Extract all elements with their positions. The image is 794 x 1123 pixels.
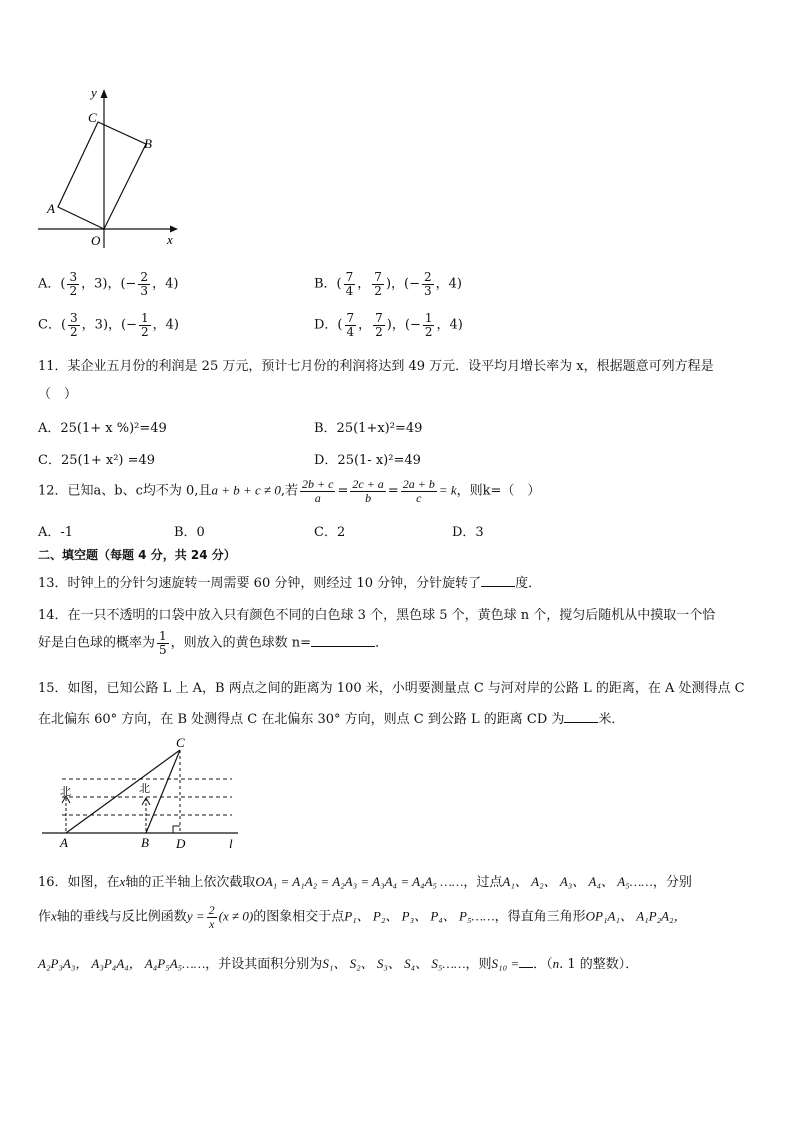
q16-stem-line1: 16．如图，在x轴的正半轴上依次截取OA₁ = A₁A₂ = A₂A₃ = A₃A₄ = A₄A₅ ……，过点A₁、 A₂、 A₃、 A₄、 A₅……，分别: [38, 874, 692, 890]
q14-stem-line2: 好是白色球的概率为 $\frac{1}{5}$ ，则放入的黄色球数 n= ．: [38, 629, 389, 657]
figure-road-river: [38, 735, 248, 855]
q10-option-c: C．( $\frac{3}{2}$ ，3)，(− $\frac{1}{2}$ ，4): [38, 311, 179, 339]
label-B: B: [141, 835, 149, 850]
north-label-B: 北: [139, 782, 150, 795]
q11-option-c: C．25(1+ x²) =49: [38, 453, 156, 468]
q10-option-d: D．( $\frac{7}{4}$ ， $\frac{7}{2}$ )，(− $\frac{1}{2}$ ，4): [314, 311, 463, 339]
q15-stem-line1: 15．如图，已知公路 L 上 A，B 两点之间的距离为 100 米，小明要测量点 C 与河对岸的公路 L 的距离，在 A 处测得点 C: [38, 681, 745, 696]
label-x: x: [167, 232, 173, 247]
q16-stem-line3: A₂P₃A₃， A₃P₄A₄， A₄P₅A₅……，并设其面积分别为S₁、 S₂、 S₃、 S₄、 S₅……，则S₁₀ = ．（n. 1 的整数）．: [38, 956, 639, 972]
section-heading-fill-in: 二、填空题（每题 4 分，共 24 分）: [38, 548, 236, 562]
label-C: C: [176, 735, 185, 750]
label-A: A: [47, 201, 55, 216]
q12-stem: 12．已知a、b、c均不为 0,且a + b + c ≠ 0,若 $\frac{2b + c}{a}$ = $\frac{2c + a}{b}$ = $\frac{2a + b}{c}$ = k，则k=（ ）: [38, 477, 541, 505]
q11-stem: 11．某企业五月份的利润是 25 万元，预计七月份的利润将达到 49 万元．设平均月增长率为 x，根据题意可列方程是: [38, 359, 714, 374]
q12-option-c: C．2: [314, 525, 346, 540]
label-B: B: [144, 136, 152, 151]
q10-option-b: B．( $\frac{7}{4}$ ， $\frac{7}{2}$ )，(− $\frac{2}{3}$ ，4): [314, 270, 462, 298]
q11-option-b: B．25(1+x)²=49: [314, 421, 423, 436]
label-A: A: [60, 835, 68, 850]
q11-paren: （ ）: [38, 387, 78, 402]
label-C: C: [88, 110, 97, 125]
q12-option-b: B．0: [174, 525, 205, 540]
q14-stem-line1: 14．在一只不透明的口袋中放入只有颜色不同的白色球 3 个，黑色球 5 个，黄色球 n 个，搅匀后随机从中摸取一个恰: [38, 608, 716, 623]
figure-rectangle-axes: [34, 82, 184, 252]
q16-answer-blank[interactable]: [519, 955, 533, 968]
label-O: O: [91, 233, 101, 248]
q12-option-d: D．3: [452, 525, 484, 540]
label-D: D: [176, 836, 186, 851]
q11-option-a: A．25(1+ x %)²=49: [38, 421, 167, 436]
q12-option-a: A．-1: [38, 525, 74, 540]
rectangle-OABC: [58, 122, 146, 229]
y-axis-arrow: [101, 89, 108, 98]
q15-answer-blank[interactable]: [564, 710, 598, 723]
q11-option-d: D．25(1- x)²=49: [314, 453, 421, 468]
q10-option-a: A．( $\frac{3}{2}$ ，3)，(− $\frac{2}{3}$ ，4): [38, 270, 179, 298]
label-y: y: [91, 85, 97, 100]
q13-answer-blank[interactable]: [481, 574, 515, 587]
q16-stem-line2: 作x轴的垂线与反比例函数y = $\frac{2}{x}$ (x ≠ 0)的图象相交于点P₁、 P₂、 P₃、 P₄、 P₅……，得直角三角形OP₁A₁、 A₁P₂A₂，: [38, 903, 687, 931]
q13-stem: 13．时钟上的分针匀速旋转一周需要 60 分钟，则经过 10 分钟，分针旋转了 度．: [38, 576, 542, 591]
q15-stem-line2: 在北偏东 60° 方向，在 B 处测得点 C 在北偏东 30° 方向，则点 C 到公路 L 的距离 CD 为 米．: [38, 712, 625, 727]
north-label-A: 北: [60, 785, 71, 798]
q14-answer-blank[interactable]: [311, 634, 375, 647]
label-l: l: [229, 836, 233, 851]
right-angle-mark: [173, 826, 180, 833]
